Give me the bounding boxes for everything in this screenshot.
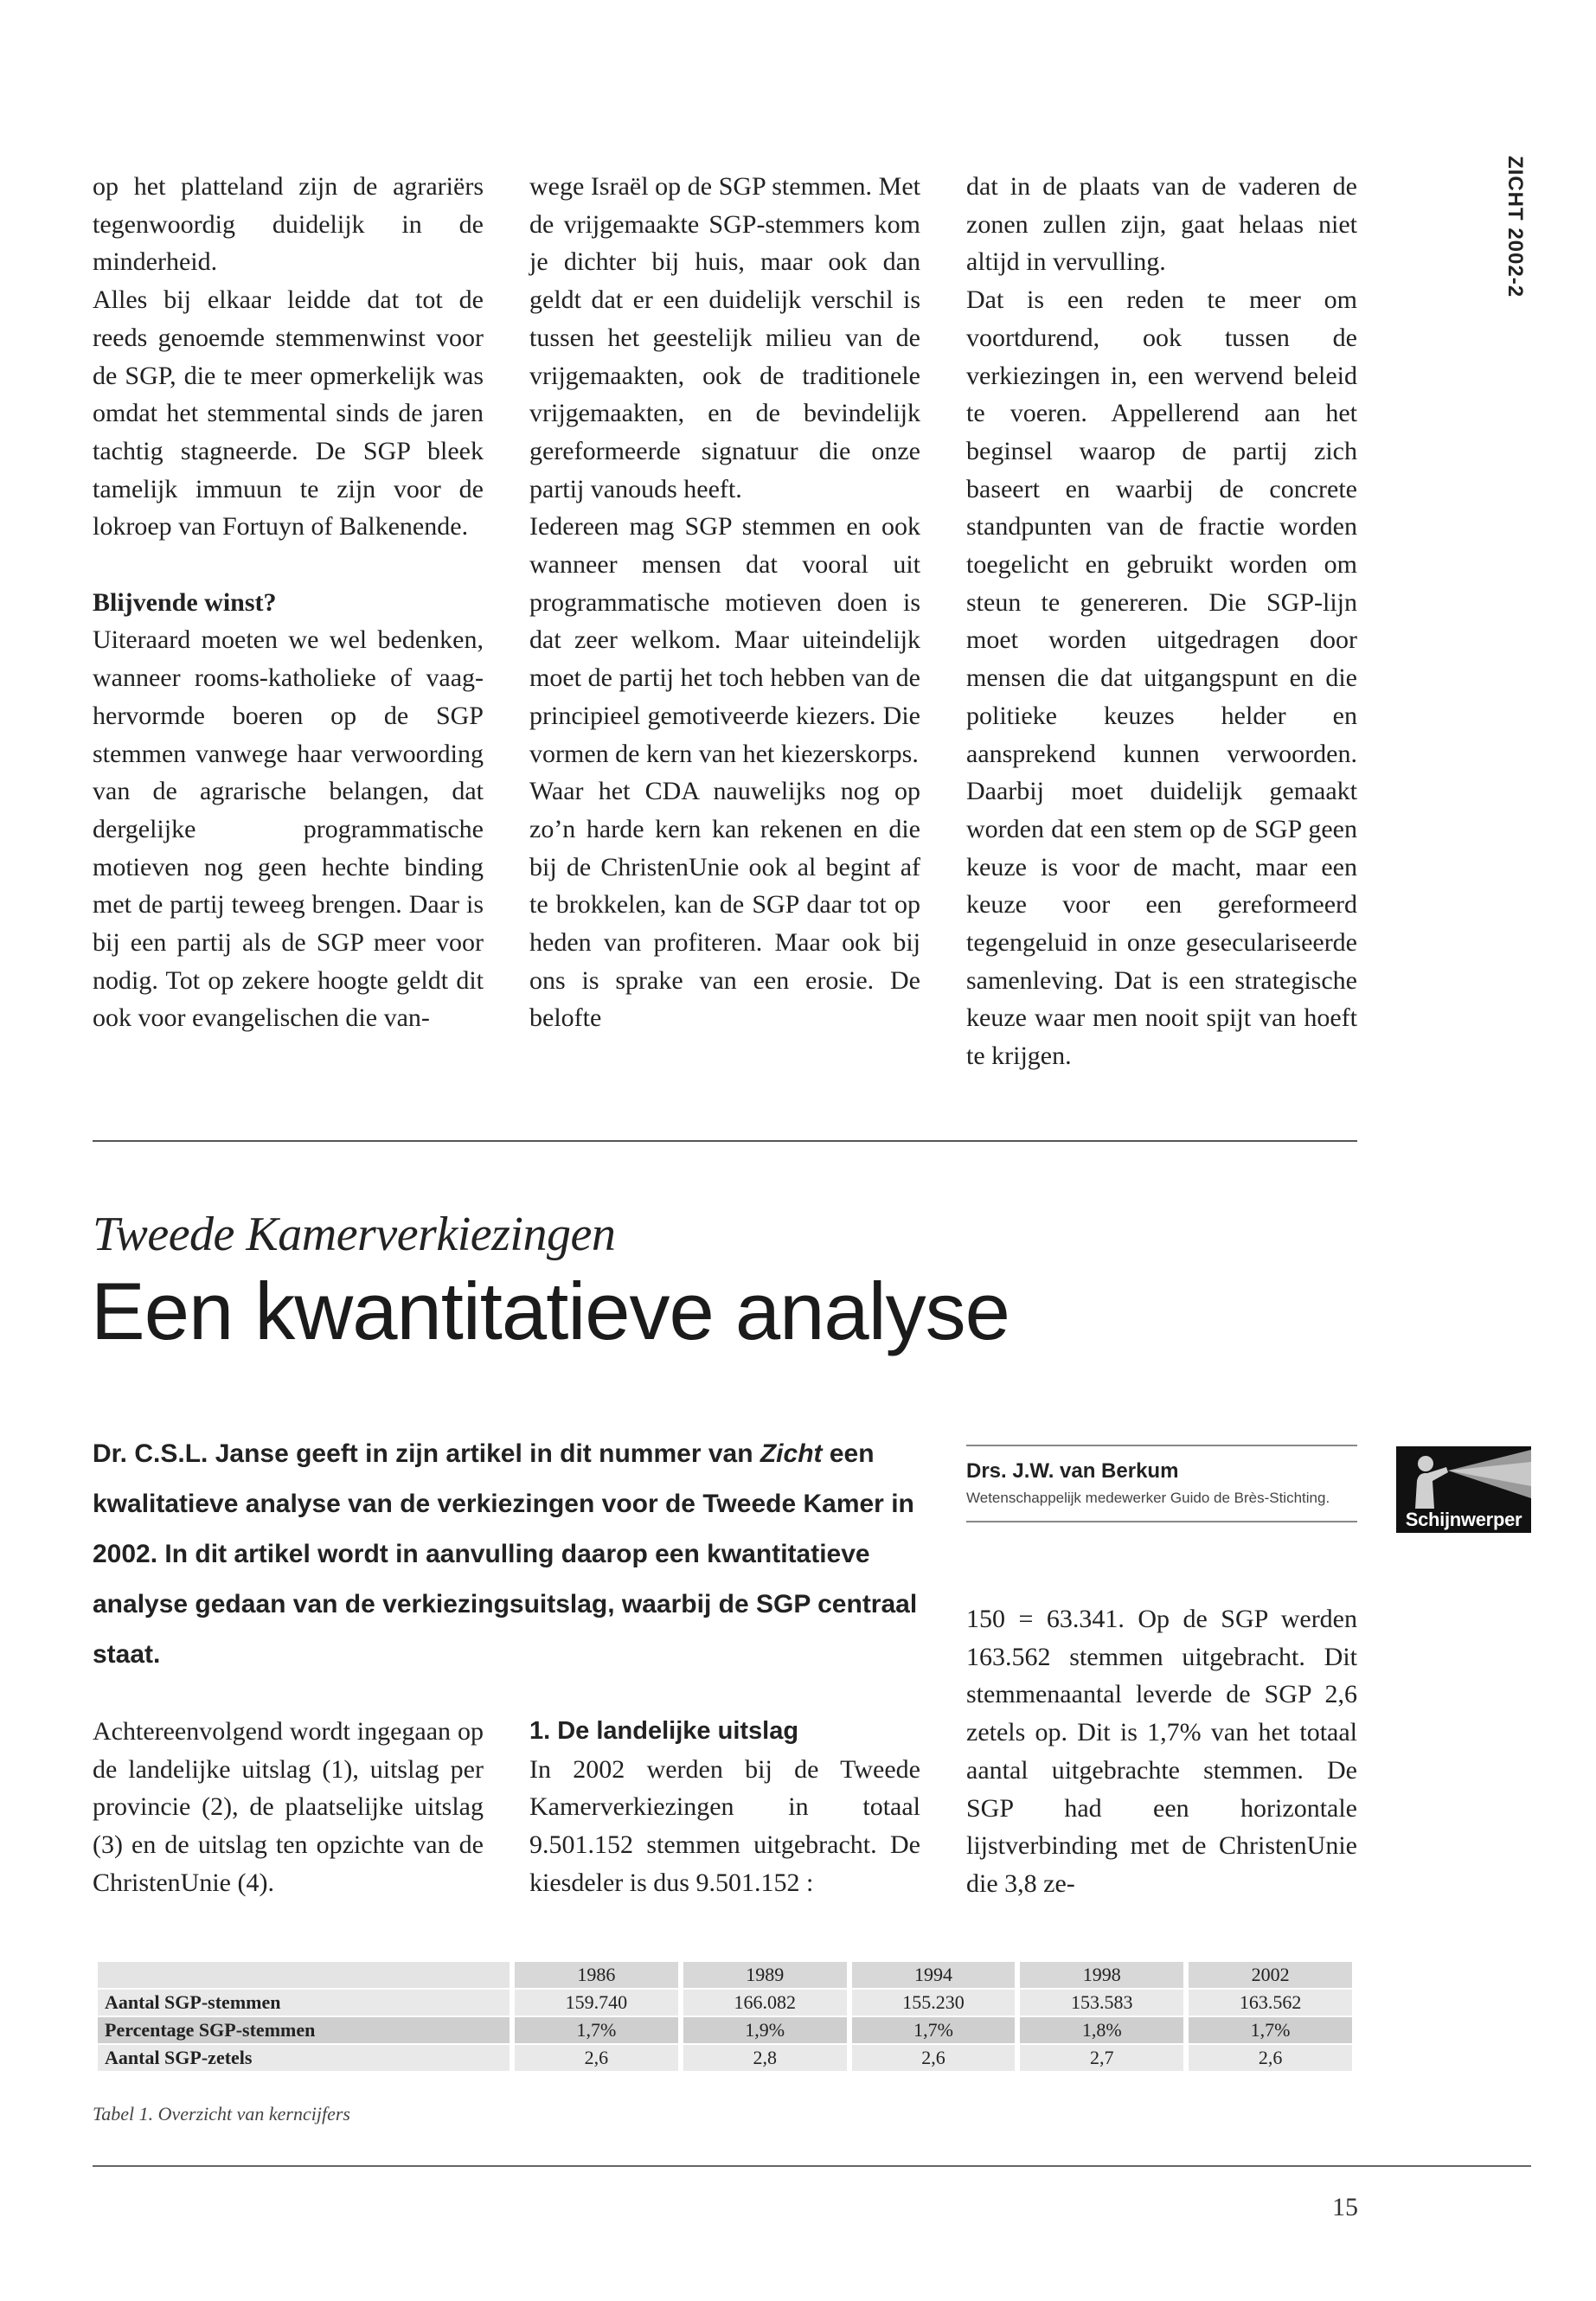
- paragraph: In 2002 werden bij de Tweede Kamerverkiezingen in totaal 9.501.152 stemmen uitgebracht. De kiesdeler is dus 9.501.152 :: [529, 1754, 920, 1897]
- table-row: [98, 2045, 1352, 2071]
- article-kicker: Tweede Kamerverkiezingen: [93, 1208, 616, 1261]
- year-header: 1986: [515, 1962, 678, 1988]
- row-label: Percentage SGP-stemmen: [98, 2017, 510, 2043]
- table-cell: 155.230: [852, 1990, 1016, 2016]
- paragraph: Achtereenvolgend wordt ingegaan op de landelijke uitslag (1), uitslag per provincie (2), de plaatselijke uitslag (3) en de uitslag ten opzichte van de ChristenUnie (4).: [93, 1717, 484, 1897]
- article-title: Een kwantitatieve analyse: [91, 1266, 1010, 1356]
- table-cell: 1,7%: [1189, 2017, 1352, 2043]
- article1-column-2: [529, 168, 920, 1037]
- table-cell: 153.583: [1020, 1990, 1183, 2016]
- table-cell: 159.740: [515, 1990, 678, 2016]
- paragraph: Waar het CDA nauwelijks nog op zo’n harde kern kan rekenen en die bij de ChristenUnie ook al begint af te brokkelen, kan de SGP daar tot op heden van profiteren. Maar ook bij ons is sprake van een erosie. De belofte: [529, 777, 920, 1033]
- article1-column-1: [93, 168, 484, 1037]
- table-header-row: [98, 1962, 1352, 1988]
- paragraph: Dat is een reden te meer om voortdurend, ook tussen de verkiezingen in, een wervend beleid te voeren. Appellerend aan het beginsel waarop de partij zich baseert en waarbij de concrete standpunten van de fractie worden toegelicht en gebruikt worden om steun te genereren. Die SGP-lijn moet worden uitgedragen door mensen die dat uitgangspunt en die politieke keuzes helder en aansprekend kunnen verwoorden. Daarbij moet duidelijk gemaakt worden dat een stem op de SGP geen keuze is voor de macht, maar een keuze voor een gereformeerd tegengeluid in onze geseculariseerde samenleving. Dat is een strategische keuze waar men nooit spijt van hoeft te krijgen.: [966, 285, 1357, 1071]
- section-heading: Blijvende winst?: [93, 587, 277, 617]
- paragraph: Alles bij elkaar leidde dat tot de reeds genoemde stemmenwinst voor de SGP, die te meer opmerkelijk was omdat het stemmental sinds de jaren tachtig stagneerde. De SGP bleek tamelijk immuun te zijn voor de lokroep van Fortuyn of Balkenende.: [93, 285, 484, 542]
- footer-rule: [93, 2165, 1531, 2167]
- author-box: [966, 1445, 1357, 1522]
- rubric-badge: [1396, 1446, 1531, 1533]
- article2-column-1: [93, 1713, 484, 1902]
- author-role: Wetenschappelijk medewerker Guido de Brès-Stichting.: [966, 1490, 1330, 1506]
- key-figures-table: [93, 1960, 1357, 2073]
- section-heading: 1. De landelijke uitslag: [529, 1717, 799, 1745]
- paragraph: wege Israël op de SGP stemmen. Met de vrijgemaakte SGP-stemmers kom je dichter bij huis, maar ook dan geldt dat er een duidelijk verschil is tussen het geestelijk milieu van de vrijgemaakten, ook de traditionele vrijgemaakten, en de bevindelijk gereformeerde signatuur die onze partij vanouds heeft.: [529, 172, 920, 503]
- year-header: 1994: [852, 1962, 1016, 1988]
- article2-column-2: [529, 1713, 920, 1902]
- table-caption: Tabel 1. Overzicht van kerncijfers: [93, 2103, 350, 2125]
- table-corner: [98, 1962, 510, 1988]
- table-cell: 2,8: [683, 2045, 847, 2071]
- year-header: 2002: [1189, 1962, 1352, 1988]
- table-cell: 1,9%: [683, 2017, 847, 2043]
- table-cell: 2,6: [852, 2045, 1016, 2071]
- table-cell: 1,8%: [1020, 2017, 1183, 2043]
- article2-column-3: [966, 1600, 1357, 1903]
- spotlight-icon: [1396, 1446, 1531, 1509]
- running-header: [1501, 156, 1535, 311]
- article-lead: Dr. C.S.L. Janse geeft in zijn artikel in dit nummer van Zicht een kwalitatieve analyse van de verkiezingen voor de Tweede Kamer in 2002. In dit artikel wordt in aanvulling daarop een kwantitatieve analyse gedaan van de verkiezingsuitslag, waarbij de SGP centraal staat.: [93, 1439, 918, 1669]
- article1-column-3: [966, 168, 1357, 1075]
- table-row: [98, 2017, 1352, 2043]
- table-cell: 2,6: [1189, 2045, 1352, 2071]
- table-cell: 166.082: [683, 1990, 847, 2016]
- row-label: Aantal SGP-stemmen: [98, 1990, 510, 2016]
- paragraph: Uiteraard moeten we wel bedenken, wanneer rooms-katholieke of vaag-hervormde boeren op de SGP stemmen vanwege haar verwoording van de agrarische belangen, dat dergelijke programmatische motieven nog geen hechte binding met de partij teweeg brengen. Daar is bij een partij als de SGP meer voor nodig. Tot op zekere hoogte geldt dit ook voor evangelischen die van-: [93, 625, 484, 1033]
- section-divider: [93, 1140, 1357, 1142]
- author-name: Drs. J.W. van Berkum: [966, 1459, 1179, 1483]
- table-cell: 163.562: [1189, 1990, 1352, 2016]
- row-label: Aantal SGP-zetels: [98, 2045, 510, 2071]
- magazine-name: Zicht: [760, 1439, 823, 1468]
- table-cell: 2,6: [515, 2045, 678, 2071]
- paragraph: op het platteland zijn de agrariërs tegenwoordig duidelijk in de minderheid.: [93, 172, 484, 277]
- year-header: 1998: [1020, 1962, 1183, 1988]
- table-cell: 2,7: [1020, 2045, 1183, 2071]
- page-number: 15: [1332, 2193, 1358, 2221]
- paragraph: Iedereen mag SGP stemmen en ook wanneer mensen dat vooral uit programmatische motieven doen is dat zeer welkom. Maar uiteindelijk moet de partij het toch hebben van de principieel gemotiveerde kiezers. Die vormen de kern van het kiezerskorps.: [529, 512, 920, 768]
- year-header: 1989: [683, 1962, 847, 1988]
- table-cell: 1,7%: [515, 2017, 678, 2043]
- running-header-text: ZICHT 2002-2: [1503, 156, 1527, 298]
- table-row: [98, 1990, 1352, 2016]
- table-cell: 1,7%: [852, 2017, 1016, 2043]
- rubric-label: Schijnwerper: [1405, 1509, 1522, 1530]
- paragraph: dat in de plaats van de vaderen de zonen zullen zijn, gaat helaas niet altijd in vervulling.: [966, 172, 1357, 277]
- paragraph: 150 = 63.341. Op de SGP werden 163.562 stemmen uitgebracht. Dit stemmenaantal leverde de SGP 2,6 zetels op. Dit is 1,7% van het totaal aantal uitgebrachte stemmen. De SGP had een horizontale lijstverbinding met de ChristenUnie die 3,8 ze-: [966, 1605, 1357, 1898]
